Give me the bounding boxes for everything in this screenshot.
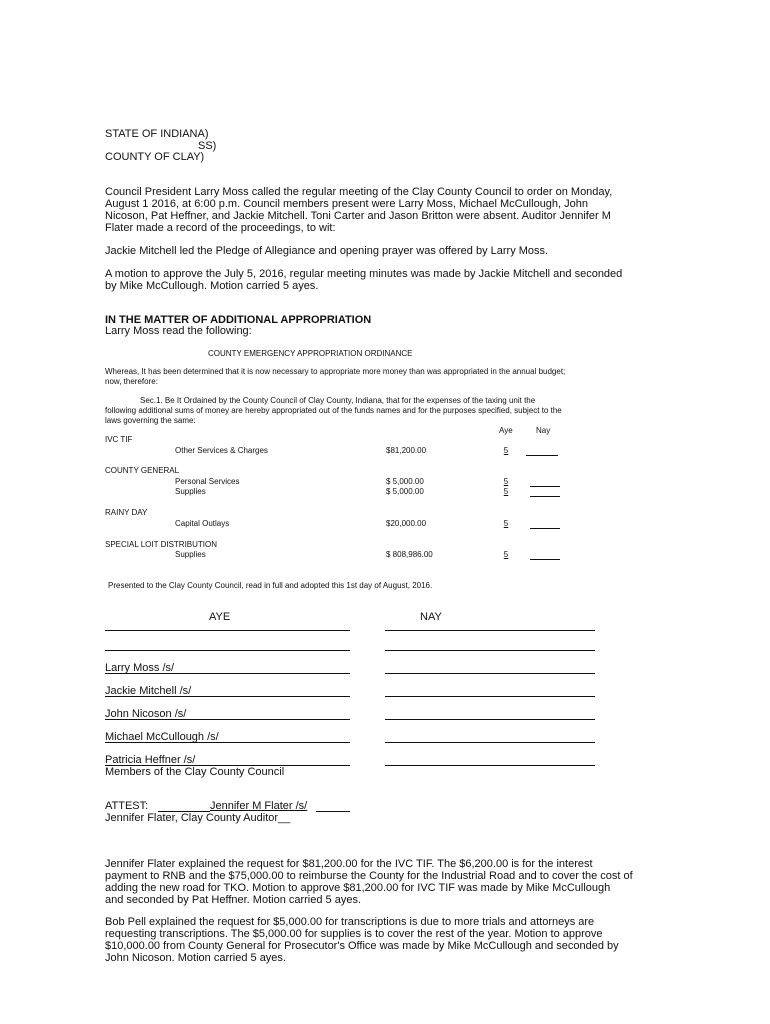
- fund-item-amount: $ 808,986.00: [386, 550, 433, 559]
- transcription-paragraph-line: $10,000.00 from County General for Prosecutor's Office was made by Mike McCullough and seconded by: [105, 940, 619, 952]
- fund-name: IVC TIF: [105, 435, 133, 444]
- aye-signature-line: [105, 673, 350, 674]
- nay-signature-line: [385, 630, 595, 631]
- aye-label: AYE: [209, 611, 231, 623]
- fund-name: COUNTY GENERAL: [105, 466, 180, 475]
- intro-line: Nicoson, Pat Heffner, and Jackie Mitchell. Toni Carter and Jason Britton were absent. Auditor Jennifer M: [105, 210, 611, 222]
- transcription-paragraph-line: requesting transcriptions. The $5,000.00 for supplies is to cover the rest of the year. Motion to approve: [105, 928, 603, 940]
- fund-name: RAINY DAY: [105, 508, 148, 517]
- aye-signature-line: [105, 650, 350, 651]
- fund-item-aye: 5: [503, 550, 509, 559]
- transcription-paragraph-line: Bob Pell explained the request for $5,000.00 for transcriptions is due to more trials and attorneys are: [105, 916, 595, 928]
- members-caption: Members of the Clay County Council: [105, 766, 285, 778]
- aye-signature-line: [105, 630, 350, 631]
- matter-heading: IN THE MATTER OF ADDITIONAL APPROPRIATION: [105, 314, 372, 326]
- ivc-paragraph-line: payment to RNB and the $75,000.00 to reimburse the County for the Industrial Road and to cover the cost of: [105, 870, 633, 882]
- caption-county: COUNTY OF CLAY): [105, 151, 205, 163]
- caption-state: STATE OF INDIANA): [105, 128, 209, 140]
- aye-signature-line: [105, 742, 350, 743]
- nay-label: NAY: [420, 611, 442, 623]
- nay-signature-line: [385, 719, 595, 720]
- nay-signature-line: [385, 765, 595, 766]
- ordinance-sec: Sec.1. Be It Ordained by the County Council of Clay County, Indiana, that for the expenses of the taxing unit the: [140, 396, 536, 405]
- fund-item-aye: 5: [503, 487, 509, 496]
- caption-ss: SS): [198, 140, 217, 152]
- pledge-text: Jackie Mitchell led the Pledge of Allegiance and opening prayer was offered by Larry Moss.: [105, 245, 549, 257]
- transcription-paragraph-line: John Nicoson. Motion carried 5 ayes.: [105, 952, 286, 964]
- nay-blank: [530, 559, 560, 560]
- ordinance-sec: following additional sums of money are hereby appropriated out of the funds names and for the purposes specified, subject to the: [105, 406, 562, 415]
- ordinance-title: COUNTY EMERGENCY APPROPRIATION ORDINANCE: [208, 349, 413, 358]
- fund-item-desc: Personal Services: [175, 477, 240, 486]
- member-signature: Jackie Mitchell /s/: [105, 685, 192, 697]
- matter-read: Larry Moss read the following:: [105, 325, 252, 337]
- attest-signature-line: [316, 811, 350, 812]
- nay-blank: [530, 486, 560, 487]
- minutes-line: A motion to approve the July 5, 2016, regular meeting minutes was made by Jackie Mitchell and seconded: [105, 268, 623, 280]
- intro-line: Flater made a record of the proceedings, to wit:: [105, 222, 336, 234]
- minutes-line: by Mike McCullough. Motion carried 5 ayes.: [105, 280, 319, 292]
- fund-item-aye: 5: [503, 446, 509, 455]
- fund-item-desc: Capital Outlays: [175, 519, 230, 528]
- auditor-caption: Jennifer Flater, Clay County Auditor__: [105, 812, 291, 824]
- fund-item-aye: 5: [503, 477, 509, 486]
- member-signature: Larry Moss /s/: [105, 662, 175, 674]
- fund-item-amount: $ 5,000.00: [386, 487, 424, 496]
- ivc-paragraph-line: adding the new road for TKO. Motion to approve $81,200.00 for IVC TIF was made by Mike McCullough: [105, 882, 611, 894]
- nay-signature-line: [385, 742, 595, 743]
- fund-item-amount: $ 5,000.00: [386, 477, 424, 486]
- fund-name: SPECIAL LOIT DISTRIBUTION: [105, 540, 218, 549]
- aye-column-header: Aye: [499, 426, 513, 435]
- ordinance-whereas: Whereas, It has been determined that it is now necessary to appropriate more money than was appropriated in the annual budget;: [105, 367, 566, 376]
- ivc-paragraph-line: and seconded by Pat Heffner. Motion carried 5 ayes.: [105, 894, 362, 906]
- fund-item-amount: $20,000.00: [386, 519, 427, 528]
- fund-item-desc: Supplies: [175, 487, 206, 496]
- fund-item-desc: Other Services & Charges: [175, 446, 268, 455]
- nay-blank: [526, 455, 558, 456]
- member-signature: Michael McCullough /s/: [105, 731, 219, 743]
- aye-signature-line: [105, 696, 350, 697]
- ordinance-whereas: now, therefore:: [105, 377, 158, 386]
- fund-item-desc: Supplies: [175, 550, 206, 559]
- member-signature: John Nicoson /s/: [105, 708, 187, 720]
- ordinance-sec: laws governing the same:: [105, 416, 196, 425]
- nay-signature-line: [385, 673, 595, 674]
- attest-label: ATTEST:: [105, 800, 149, 812]
- attest-signature: Jennifer M Flater /s/: [210, 800, 308, 812]
- intro-line: Council President Larry Moss called the regular meeting of the Clay County Council to order on Monday,: [105, 186, 613, 198]
- intro-line: August 1 2016, at 6:00 p.m. Council members present were Larry Moss, Michael McCullough, John: [105, 198, 589, 210]
- nay-signature-line: [385, 650, 595, 651]
- aye-signature-line: [105, 719, 350, 720]
- member-signature: Patricia Heffner /s/: [105, 754, 196, 766]
- ivc-paragraph-line: Jennifer Flater explained the request for $81,200.00 for the IVC TIF. The $6,200.00 is for the interest: [105, 858, 593, 870]
- nay-column-header: Nay: [536, 426, 551, 435]
- fund-item-amount: $81,200.00: [386, 446, 427, 455]
- nay-blank: [530, 496, 560, 497]
- fund-item-aye: 5: [503, 519, 509, 528]
- nay-blank: [530, 528, 560, 529]
- nay-signature-line: [385, 696, 595, 697]
- presented-text: Presented to the Clay County Council, read in full and adopted this 1st day of August, 2016.: [108, 581, 433, 590]
